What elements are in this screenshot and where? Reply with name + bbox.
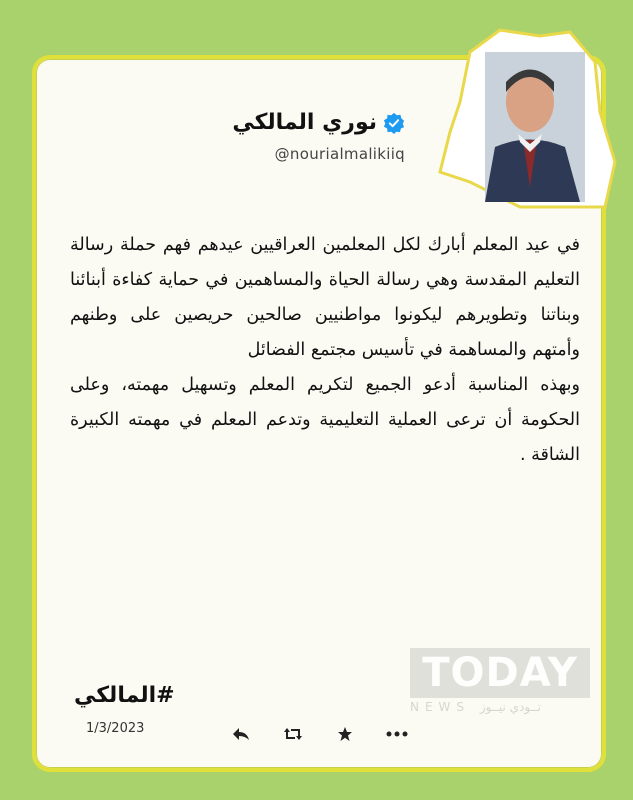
action-bar (230, 725, 408, 743)
iraq-map-portrait (430, 22, 620, 212)
post-date: 1/3/2023 (86, 721, 145, 736)
watermark-brand: TODAY (410, 648, 590, 698)
post-body (70, 228, 580, 473)
profile-portrait[interactable] (430, 22, 620, 212)
profile-handle[interactable]: @nourialmalikiiq (274, 145, 405, 163)
reply-icon[interactable] (230, 725, 252, 743)
verified-badge-icon (383, 112, 405, 134)
post-paragraph: وبهذه المناسبة أدعو الجميع لتكريم المعلم وتسهيل مهمته، وعلى الحكومة أن ترعى العملية التعليمية وتدعم المعلم في مهمته الكبيرة الشاقة . (70, 375, 580, 465)
star-icon[interactable] (334, 725, 356, 743)
hashtag-link[interactable]: #المالكي (74, 683, 175, 708)
post-paragraph: في عيد المعلم أبارك لكل المعلمين العراقيين عيدهم فهم حملة رسالة التعليم المقدسة وهي رسالة الحياة والمساهمين في حماية كفاءة أبنائنا وبناتنا وتطويرهم ليكونوا مواطنيين صالحين حريصين على وطنهم وأمتهم والمساهمة في تأسيس مجتمع الفضائل (70, 235, 580, 360)
more-icon[interactable] (386, 725, 408, 743)
watermark-sub: NEWS تــودي نيــوز (410, 700, 541, 714)
profile-name[interactable]: نوري المالكي (232, 110, 377, 135)
retweet-icon[interactable] (282, 725, 304, 743)
profile-header (232, 110, 405, 163)
watermark-logo (410, 648, 590, 718)
